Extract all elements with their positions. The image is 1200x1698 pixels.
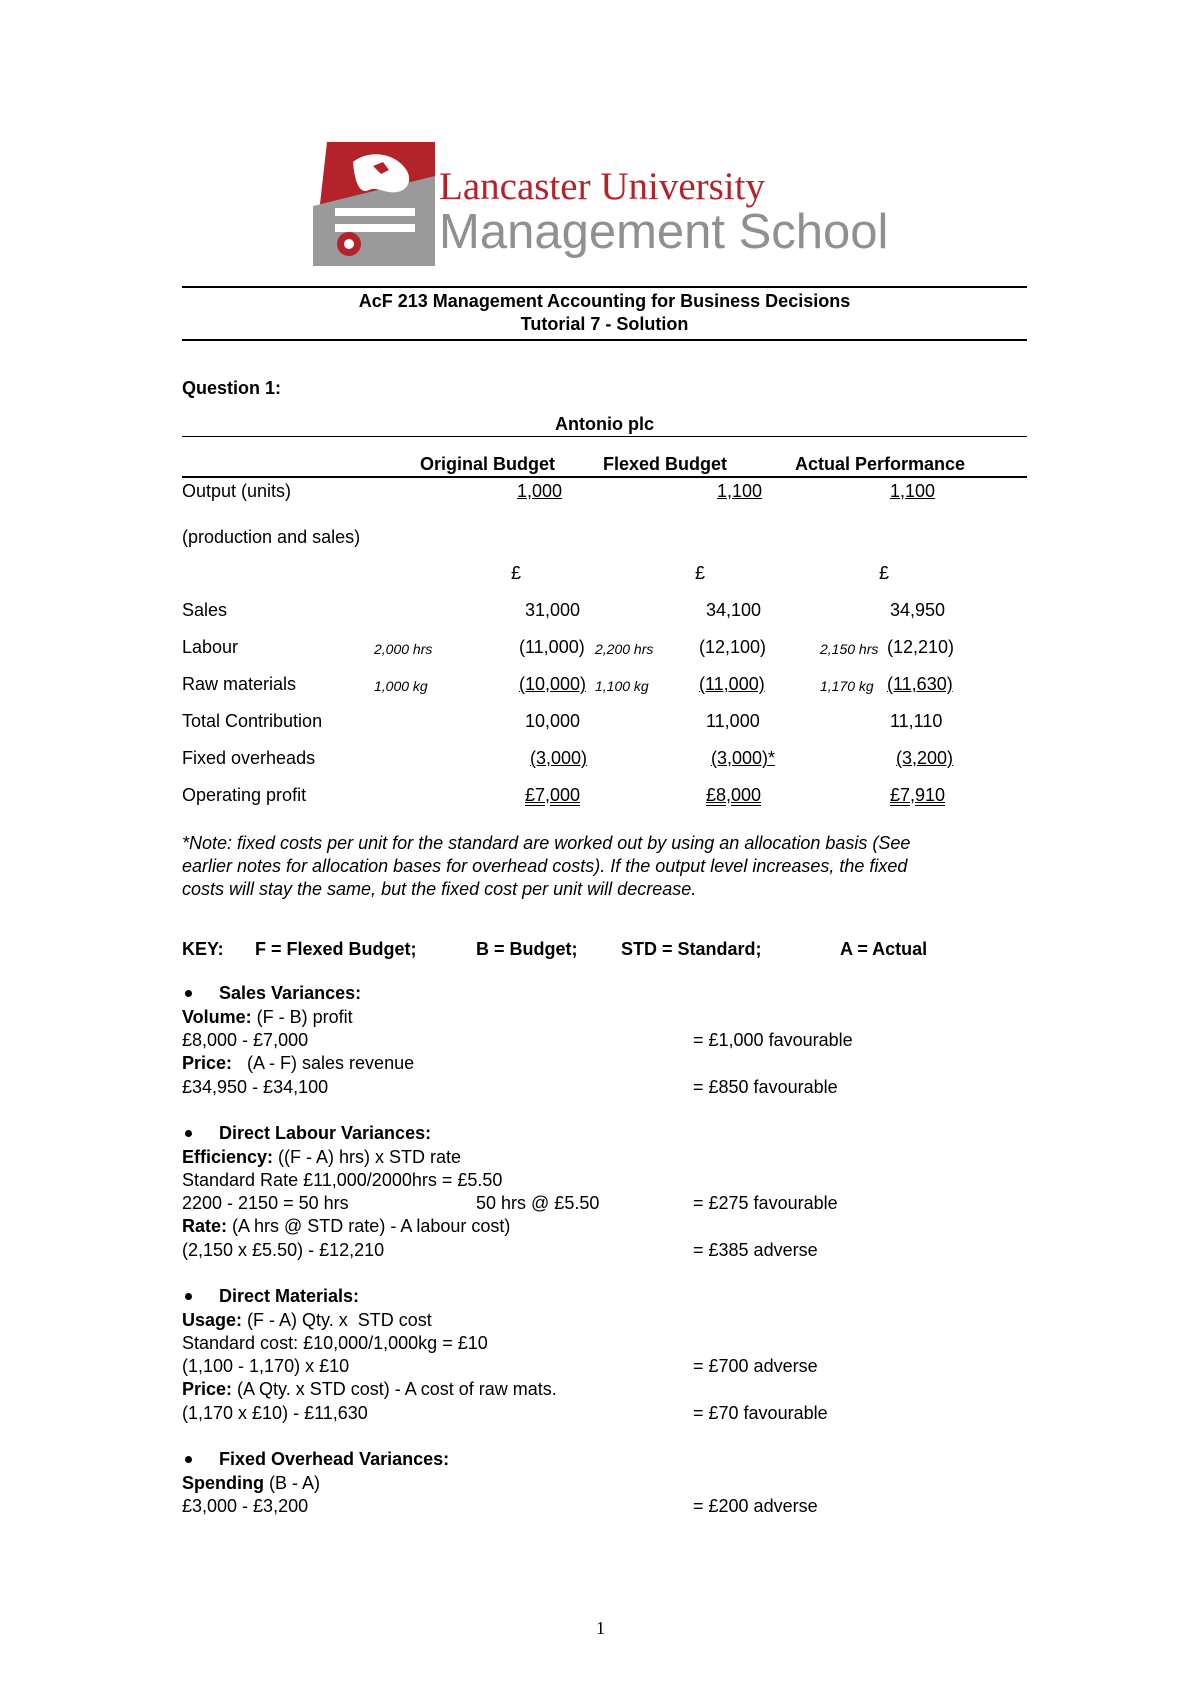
- currency-flexed: £: [695, 563, 706, 583]
- sales-volume-result: = £1,000 favourable: [693, 1030, 853, 1050]
- output-label: Output (units): [182, 481, 292, 501]
- materials-usage-result: = £700 adverse: [693, 1356, 818, 1376]
- labour-rate-label: Rate:: [182, 1216, 228, 1236]
- sales-price-formula: (A - F) sales revenue: [232, 1053, 415, 1073]
- labour-actual: (12,210): [887, 637, 955, 657]
- profit-flexed: £8,000: [706, 785, 762, 805]
- overhead-spending-label: Spending: [182, 1473, 264, 1493]
- col-header-flexed: Flexed Budget: [603, 454, 728, 474]
- logo-school-text: Management School: [439, 205, 889, 259]
- logo-university-text: Lancaster University: [439, 165, 765, 208]
- materials-qty-original: 1,000 kg: [374, 678, 428, 694]
- bullet-icon: [185, 1456, 192, 1463]
- company-name: Antonio plc: [555, 414, 654, 434]
- overhead-spending-formula: (B - A): [264, 1473, 321, 1493]
- materials-usage-label: Usage:: [182, 1310, 243, 1330]
- row-label-fixed-overheads: Fixed overheads: [182, 748, 316, 768]
- page-number: 1: [596, 1618, 605, 1638]
- output-flexed: 1,100: [717, 481, 763, 501]
- key-flexed: F = Flexed Budget;: [255, 939, 417, 959]
- labour-rate-calc: (2,150 x £5.50) - £12,210: [182, 1240, 385, 1260]
- col-header-original: Original Budget: [420, 454, 555, 474]
- row-label-operating-profit: Operating profit: [182, 785, 307, 805]
- materials-price-calc: (1,170 x £10) - £11,630: [182, 1403, 368, 1423]
- profit-original: £7,000: [525, 785, 581, 805]
- sales-price-calc: £34,950 - £34,100: [182, 1077, 329, 1097]
- labour-efficiency-formula: ((F - A) hrs) x STD rate: [273, 1147, 462, 1167]
- materials-usage-calc: (1,100 - 1,170) x £10: [182, 1356, 350, 1376]
- profit-actual: £7,910: [890, 785, 946, 805]
- materials-standard-cost: Standard cost: £10,000/1,000kg = £10: [182, 1333, 488, 1353]
- materials-price-formula: (A Qty. x STD cost) - A cost of raw mats.: [232, 1379, 557, 1399]
- row-label-labour: Labour: [182, 637, 239, 657]
- sales-volume-calc: £8,000 - £7,000: [182, 1030, 309, 1050]
- materials-original: (10,000): [519, 674, 587, 694]
- sales-volume-formula: (F - B) profit: [251, 1007, 353, 1027]
- sales-price-result: = £850 favourable: [693, 1077, 838, 1097]
- labour-hours-actual: 2,150 hrs: [820, 641, 879, 657]
- materials-price-line: [182, 1379, 557, 1400]
- crest-icon: [313, 142, 435, 266]
- table-rule-top: [182, 436, 1027, 437]
- note-line-2: earlier notes for allocation bases for overhead costs). If the output level increases, the fixed: [182, 856, 908, 876]
- question-label: Question 1:: [182, 378, 282, 398]
- overhead-spending-result: = £200 adverse: [693, 1496, 818, 1516]
- materials-variances-heading: Direct Materials:: [219, 1286, 360, 1306]
- materials-usage-formula: (F - A) Qty. x STD cost: [242, 1310, 432, 1330]
- output-actual: 1,100: [890, 481, 936, 501]
- document-subtitle: Tutorial 7 - Solution: [520, 314, 689, 334]
- sales-price-label: Price:: [182, 1053, 233, 1073]
- row-label-sales: Sales: [182, 600, 228, 620]
- key-standard: STD = Standard;: [621, 939, 762, 959]
- labour-efficiency-calc: 2200 - 2150 = 50 hrs: [182, 1193, 349, 1213]
- labour-efficiency-calc2: 50 hrs @ £5.50: [476, 1193, 600, 1213]
- key-budget: B = Budget;: [476, 939, 578, 959]
- overhead-spending-calc: £3,000 - £3,200: [182, 1496, 309, 1516]
- materials-price-label: Price:: [182, 1379, 233, 1399]
- materials-qty-actual: 1,170 kg: [820, 678, 874, 694]
- university-logo: [313, 142, 913, 266]
- note-line-3: costs will stay the same, but the fixed cost per unit will decrease.: [182, 879, 697, 899]
- sales-variances-heading: Sales Variances:: [219, 983, 362, 1003]
- labour-standard-rate: Standard Rate £11,000/2000hrs = £5.50: [182, 1170, 503, 1190]
- overhead-variances-heading: Fixed Overhead Variances:: [219, 1449, 450, 1469]
- output-original: 1,000: [517, 481, 563, 501]
- sales-price-line: [182, 1053, 414, 1074]
- labour-original: (11,000): [519, 637, 585, 657]
- materials-price-result: = £70 favourable: [693, 1403, 828, 1423]
- labour-efficiency-line: [182, 1147, 461, 1168]
- labour-rate-result: = £385 adverse: [693, 1240, 818, 1260]
- materials-usage-line: [182, 1310, 432, 1331]
- contribution-flexed: 11,000: [706, 711, 760, 731]
- labour-efficiency-label: Efficiency:: [182, 1147, 274, 1167]
- overhead-spending-line: [182, 1473, 320, 1494]
- sales-volume-label: Volume:: [182, 1007, 252, 1027]
- overheads-flexed: (3,000)*: [711, 748, 776, 768]
- key-actual: A = Actual: [840, 939, 928, 959]
- labour-flexed: (12,100): [699, 637, 767, 657]
- sales-original: 31,000: [525, 600, 581, 620]
- contribution-actual: 11,110: [890, 711, 943, 731]
- key-label: KEY:: [182, 939, 224, 959]
- sales-actual: 34,950: [890, 600, 946, 620]
- row-label-raw-materials: Raw materials: [182, 674, 297, 694]
- document-title: AcF 213 Management Accounting for Business Decisions: [358, 291, 851, 311]
- currency-actual: £: [879, 563, 890, 583]
- overheads-actual: (3,200): [896, 748, 954, 768]
- output-note: (production and sales): [182, 527, 361, 547]
- labour-rate-formula: (A hrs @ STD rate) - A labour cost): [227, 1216, 511, 1236]
- bullet-icon: [185, 990, 192, 997]
- labour-rate-line: [182, 1216, 510, 1237]
- materials-flexed: (11,000): [699, 674, 765, 694]
- bullet-icon: [185, 1293, 192, 1300]
- sales-volume-line: [182, 1007, 353, 1028]
- contribution-original: 10,000: [525, 711, 581, 731]
- materials-qty-flexed: 1,100 kg: [595, 678, 649, 694]
- labour-hours-original: 2,000 hrs: [374, 641, 433, 657]
- col-header-actual: Actual Performance: [795, 454, 966, 474]
- currency-original: £: [511, 563, 522, 583]
- overheads-original: (3,000): [530, 748, 588, 768]
- table-rule-header: [182, 476, 1027, 478]
- sales-flexed: 34,100: [706, 600, 762, 620]
- labour-hours-flexed: 2,200 hrs: [595, 641, 654, 657]
- header-rule-top: [182, 286, 1027, 288]
- bullet-icon: [185, 1130, 192, 1137]
- row-label-total-contribution: Total Contribution: [182, 711, 323, 731]
- materials-actual: (11,630): [887, 674, 953, 694]
- labour-variances-heading: Direct Labour Variances:: [219, 1123, 432, 1143]
- note-line-1: *Note: fixed costs per unit for the standard are worked out by using an allocation basis (See: [182, 833, 911, 853]
- labour-efficiency-result: = £275 favourable: [693, 1193, 838, 1213]
- header-rule-bottom: [182, 339, 1027, 341]
